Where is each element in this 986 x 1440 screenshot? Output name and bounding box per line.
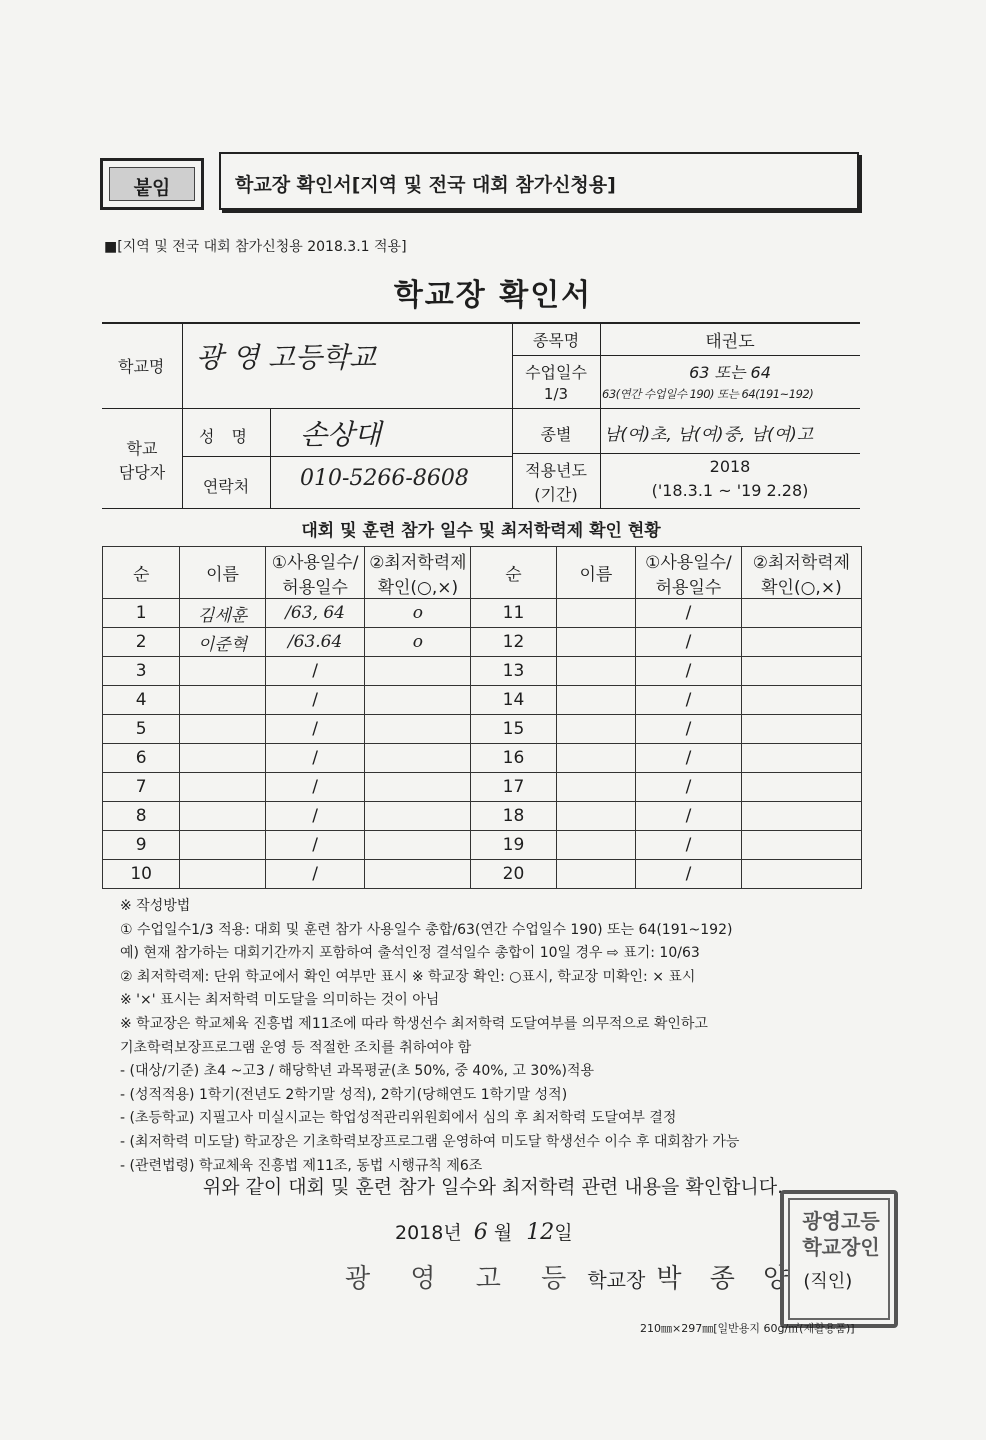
date-month: 6 (473, 1220, 488, 1245)
info-hline-left-2 (182, 456, 512, 457)
days-label-1: 수업일수 (525, 363, 587, 382)
header-check (365, 547, 471, 599)
date-day: 12 (526, 1220, 555, 1245)
header-days-right-2: 허용일수 (655, 577, 722, 598)
school-name-handwritten: 광 영 고등학교 (196, 341, 377, 374)
instruction-line: - (최저학력 미도달) 학교장은 기초학력보장프로그램 운영하여 미도달 학생선수 이수 후 대회참가 가능 (120, 1133, 740, 1150)
instruction-line: - (성적적용) 1학기(전년도 2학기말 성적), 2학기(당해연도 1학기말 성적) (120, 1086, 568, 1103)
instruction-line: 예) 현재 참가하는 대회기간까지 포함하여 출석인정 결석일수 총합이 10일 경우 ⇨ 표기: 10/63 (120, 945, 700, 962)
header-check-right-2: 확인(○,×) (761, 577, 842, 598)
stamp-text: 광영고등학교장인 (802, 1209, 880, 1259)
header-name: 이름 (180, 547, 265, 599)
row-no: 7 (103, 773, 180, 802)
row-name (180, 686, 265, 715)
date-day-unit: 일 (554, 1222, 573, 1244)
header-days (265, 547, 365, 599)
row-name-right (556, 715, 635, 744)
header-no: 순 (103, 547, 180, 599)
row-name-right (556, 802, 635, 831)
row-check-right (741, 860, 861, 889)
year-label-2: (기간) (534, 485, 578, 504)
header-check-1: ②최저학력제 (369, 552, 467, 573)
table-row (103, 715, 862, 744)
status-title: 대회 및 훈련 참가 일수 및 최저학력제 확인 현황 (301, 521, 661, 541)
row-days-right: / (636, 628, 742, 657)
row-check-right (741, 773, 861, 802)
table-header-row (103, 547, 862, 599)
row-check (365, 802, 471, 831)
row-name-right (556, 831, 635, 860)
row-check: o (365, 599, 471, 628)
info-row-divider (102, 408, 860, 409)
days-label-2: 1/3 (543, 385, 569, 403)
row-no: 1 (103, 599, 180, 628)
header-days-2: 허용일수 (282, 577, 348, 598)
date-month-unit: 월 (493, 1222, 513, 1244)
row-check (365, 860, 471, 889)
row-days: /63.64 (265, 628, 365, 657)
row-no: 2 (103, 628, 180, 657)
row-no-right: 16 (471, 744, 556, 773)
header-check-2: 확인(○,×) (377, 577, 459, 598)
row-days-right: / (636, 831, 742, 860)
info-hline-right-2 (512, 453, 860, 454)
signature-name: 박 종 양 (656, 1264, 799, 1294)
date-year: 2018년 (395, 1222, 462, 1244)
table-row (103, 802, 862, 831)
info-hline-right-1 (512, 355, 860, 356)
row-no-right: 20 (471, 860, 556, 889)
row-check (365, 773, 471, 802)
instruction-line: - (대상/기준) 초4 ~고3 / 해당학년 과목평균(초 50%, 중 40%, 고 30%)적용 (120, 1063, 595, 1080)
row-no-right: 18 (471, 802, 556, 831)
header-days-right (636, 547, 742, 599)
row-days: / (265, 686, 365, 715)
row-name-right (556, 744, 635, 773)
row-no-right: 14 (471, 686, 556, 715)
row-no: 8 (103, 802, 180, 831)
row-no-right: 15 (471, 715, 556, 744)
gender-value: 남(여)초, 남(여)중, 남(여)고 (604, 425, 814, 445)
contact-label: 연락처 (202, 477, 250, 496)
row-name: 김세훈 (180, 599, 265, 628)
year-value-1: 2018 (709, 457, 751, 476)
row-no: 5 (103, 715, 180, 744)
row-check (365, 715, 471, 744)
event-value: 태권도 (705, 332, 755, 352)
row-check-right (741, 744, 861, 773)
year-label-1: 적용년도 (525, 461, 587, 480)
row-no: 4 (103, 686, 180, 715)
signature-seal-mark: (직인) (803, 1271, 853, 1292)
instructions (120, 895, 739, 1178)
row-name (180, 773, 265, 802)
row-no: 6 (103, 744, 180, 773)
row-name (180, 744, 265, 773)
instruction-line: ① 수업일수1/3 적용: 대회 및 훈련 참가 사용일수 총합/63(연간 수업일수 190) 또는 64(191~192) (120, 921, 733, 938)
table-row (103, 860, 862, 889)
row-days: / (265, 744, 365, 773)
manager-label-2: 담당자 (118, 463, 166, 482)
signature-line (345, 1258, 852, 1295)
row-check-right (741, 715, 861, 744)
instruction-line: - (관련법령) 학교체육 진흥법 제11조, 동법 시행규칙 제6조 (120, 1157, 483, 1174)
paper-spec-footer: 210㎜×297㎜[일반용지 60g/㎡(재활용품)] (640, 1322, 855, 1335)
row-days: / (265, 773, 365, 802)
instruction-line: - (초등학교) 지필고사 미실시교는 학업성적관리위원회에서 심의 후 최저학력 도달여부 결정 (120, 1110, 677, 1127)
attachment-tag-box (100, 158, 204, 210)
row-name (180, 860, 265, 889)
row-days: / (265, 657, 365, 686)
table-row (103, 831, 862, 860)
row-check (365, 657, 471, 686)
row-check-right (741, 599, 861, 628)
header-check-right (741, 547, 861, 599)
row-days-right: / (636, 686, 742, 715)
row-days-right: / (636, 715, 742, 744)
row-no-right: 17 (471, 773, 556, 802)
signature-role: 학교장 (587, 1268, 646, 1292)
header-name-right: 이름 (556, 547, 635, 599)
header-title: 학교장 확인서[지역 및 전국 대회 참가신청용] (235, 174, 616, 196)
year-value-2: ('18.3.1 ~ '19 2.28) (651, 481, 809, 500)
row-name (180, 715, 265, 744)
row-days-right: / (636, 744, 742, 773)
info-vline-4 (270, 408, 271, 508)
info-bottom-border (102, 508, 860, 509)
table-row (103, 744, 862, 773)
row-name-right (556, 686, 635, 715)
row-no: 3 (103, 657, 180, 686)
table-row (103, 657, 862, 686)
days-value-2: 63(연간 수업일수 190) 또는 64(191~192) (602, 387, 814, 401)
row-name-right (556, 599, 635, 628)
row-check-right (741, 657, 861, 686)
row-no-right: 19 (471, 831, 556, 860)
header-no-right: 순 (471, 547, 556, 599)
row-days-right: / (636, 599, 742, 628)
instruction-line: ② 최저학력제: 단위 학교에서 확인 여부만 표시 ※ 학교장 확인: ○표시, 학교장 미확인: × 표시 (120, 968, 696, 985)
row-name-right (556, 657, 635, 686)
row-name: 이준혁 (180, 628, 265, 657)
signature-school: 광 영 고 등 (345, 1264, 583, 1294)
instruction-line: 기초학력보장프로그램 운영 등 적절한 조치를 취하여야 함 (120, 1039, 472, 1056)
table-row (103, 686, 862, 715)
attachment-tag: 붙임 (133, 177, 171, 199)
row-days: / (265, 831, 365, 860)
document-title: 학교장 확인서 (393, 278, 593, 313)
row-days-right: / (636, 860, 742, 889)
row-no-right: 13 (471, 657, 556, 686)
event-label: 종목명 (532, 331, 580, 350)
row-check-right (741, 686, 861, 715)
row-check (365, 831, 471, 860)
school-label: 학교명 (118, 357, 165, 376)
name-label: 성 명 (199, 427, 253, 446)
confirm-text: 위와 같이 대회 및 훈련 참가 일수와 최저학력 관련 내용을 확인합니다. (202, 1176, 784, 1198)
instruction-line: ※ '×' 표시는 최저학력 미도달을 의미하는 것이 아님 (120, 992, 440, 1009)
participation-table (102, 546, 862, 889)
row-name-right (556, 628, 635, 657)
header-days-right-1: ①사용일수/ (645, 552, 732, 573)
row-check: o (365, 628, 471, 657)
table-row (103, 599, 862, 628)
row-check-right (741, 831, 861, 860)
info-top-border (102, 322, 860, 324)
row-name-right (556, 773, 635, 802)
table-row (103, 628, 862, 657)
official-seal-stamp (780, 1190, 898, 1328)
row-check-right (741, 628, 861, 657)
row-check (365, 744, 471, 773)
table-row (103, 773, 862, 802)
row-name (180, 657, 265, 686)
row-no-right: 12 (471, 628, 556, 657)
row-no-right: 11 (471, 599, 556, 628)
notice-line: ■[지역 및 전국 대회 참가신청용 2018.3.1 적용] (104, 239, 407, 255)
row-days-right: / (636, 773, 742, 802)
header-days-1: ①사용일수/ (271, 552, 359, 573)
contact-handwritten: 010-5266-8608 (300, 466, 469, 491)
instruction-line: ※ 학교장은 학교체육 진흥법 제11조에 따라 학생선수 최저학력 도달여부를 의무적으로 확인하고 (120, 1015, 708, 1032)
row-days-right: / (636, 802, 742, 831)
header-title-box (219, 152, 859, 210)
row-name (180, 831, 265, 860)
row-name (180, 802, 265, 831)
row-no: 9 (103, 831, 180, 860)
row-name-right (556, 860, 635, 889)
manager-name-handwritten: 손상대 (300, 418, 382, 451)
gender-label: 종별 (540, 425, 572, 444)
row-days: / (265, 860, 365, 889)
date-line (395, 1218, 573, 1245)
instruction-line: ※ 작성방법 (120, 898, 191, 914)
header-check-right-1: ②최저학력제 (752, 552, 851, 573)
table-body (103, 599, 862, 889)
row-days: / (265, 802, 365, 831)
row-days-right: / (636, 657, 742, 686)
row-check (365, 686, 471, 715)
row-days: / (265, 715, 365, 744)
manager-label-1: 학교 (126, 439, 158, 458)
row-check-right (741, 802, 861, 831)
row-days: /63, 64 (265, 599, 365, 628)
row-no: 10 (103, 860, 180, 889)
days-value-1: 63 또는 64 (689, 363, 771, 382)
